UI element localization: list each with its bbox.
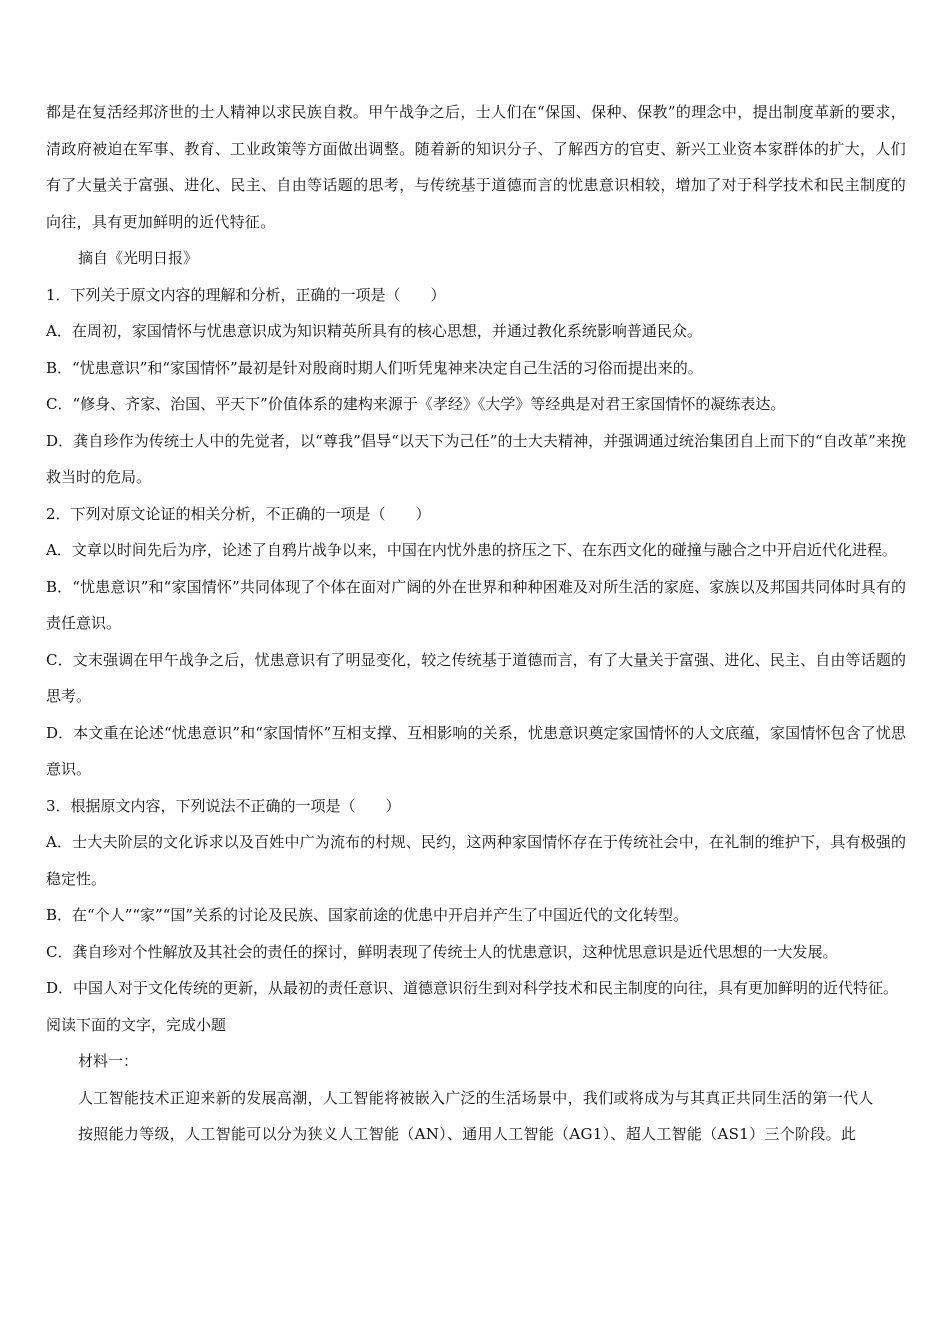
- material-paragraph: 按照能力等级，人工智能可以分为狭义人工智能（AN）、通用人工智能（AG1）、超人工智能（AS1）三个阶段。此: [78, 1125, 857, 1143]
- question-3: [46, 788, 906, 1007]
- reading-instruction: 阅读下面的文字，完成小题: [46, 1015, 227, 1034]
- option-c: C．龚自珍对个性解放及其社会的责任的探讨，鲜明表现了传统士人的忧患意识，这种忧思意识是近代思想的一大发展。: [46, 942, 838, 961]
- source-citation: 摘自《光明日报》: [78, 249, 199, 267]
- question-2: [46, 496, 906, 788]
- option-c: C．“修身、齐家、治国、平天下”价值体系的建构来源于《孝经》《大学》等经典是对君王家国情怀的凝练表达。: [46, 395, 786, 413]
- option-a: A．在周初，家国情怀与忧患意识成为知识精英所具有的核心思想，并通过教化系统影响普通民众。: [46, 322, 702, 340]
- question-1: [46, 277, 906, 496]
- option-d: D．本文重在论述“忧患意识”和“家国情怀”互相支撑、互相影响的关系，忧患意识奠定家国情怀的人文底蕴，家国情怀包含了忧思意识。: [46, 723, 906, 778]
- material-paragraph: 人工智能技术正迎来新的发展高潮，人工智能将被嵌入广泛的生活场景中，我们或将成为与其真正共同生活的第一代人: [78, 1088, 874, 1107]
- option-b: B．“忧患意识”和“家国情怀”共同体现了个体在面对广阔的外在世界和种种困难及对所生活的家庭、家族以及邦国共同体时具有的责任意识。: [46, 577, 906, 632]
- option-a: A．士大夫阶层的文化诉求以及百姓中广为流布的村规、民约，这两种家国情怀存在于传统社会中，在礼制的维护下，具有极强的稳定性。: [46, 833, 906, 888]
- material-label: 材料一：: [78, 1052, 139, 1070]
- document-body: [46, 94, 906, 1153]
- option-d: D．中国人对于文化传统的更新，从最初的责任意识、道德意识衍生到对科学技术和民主制度的向往，具有更加鲜明的近代特征。: [46, 979, 899, 997]
- option-b: B．“忧患意识”和“家国情怀”最初是针对殷商时期人们听凭鬼神来决定自己生活的习俗而提出来的。: [46, 358, 703, 377]
- option-c: C．文末强调在甲午战争之后，忧患意识有了明显变化，较之传统基于道德而言，有了大量关于富强、进化、民主、自由等话题的思考。: [46, 650, 906, 705]
- question-stem: 2．下列对原文论证的相关分析，不正确的一项是（ ）: [46, 504, 431, 523]
- option-b: B．在“个人”“家”“国”关系的讨论及民族、国家前途的优患中开启并产生了中国近代的文化转型。: [46, 906, 689, 924]
- option-d: D．龚自珍作为传统士人中的先觉者，以“尊我”倡导“以天下为己任”的士大夫精神，并强调通过统治集团自上而下的“自改革”来挽救当时的危局。: [46, 431, 906, 486]
- passage-tail-paragraph: 都是在复活经邦济世的士人精神以求民族自救。甲午战争之后，士人们在“保国、保种、保教”的理念中，提出制度革新的要求，清政府被迫在军事、教育、工业政策等方面做出调整。随着新的知识分子、了解西方的官吏、新兴工业资本家群体的扩大，人们有了大量关于富强、进化、民主、自由等话题的思考，与传统基于道德而言的忧患意识相较，增加了对于科学技术和民主制度的向往，具有更加鲜明的近代特征。: [46, 103, 906, 231]
- question-stem: 3．根据原文内容，下列说法不正确的一项是（ ）: [46, 796, 401, 815]
- option-a: A．文章以时间先后为序，论述了自鸦片战争以来，中国在内忧外患的挤压之下、在东西文化的碰撞与融合之中开启近代化进程。: [46, 541, 897, 559]
- question-stem: 1．下列关于原文内容的理解和分析，正确的一项是（ ）: [46, 285, 446, 304]
